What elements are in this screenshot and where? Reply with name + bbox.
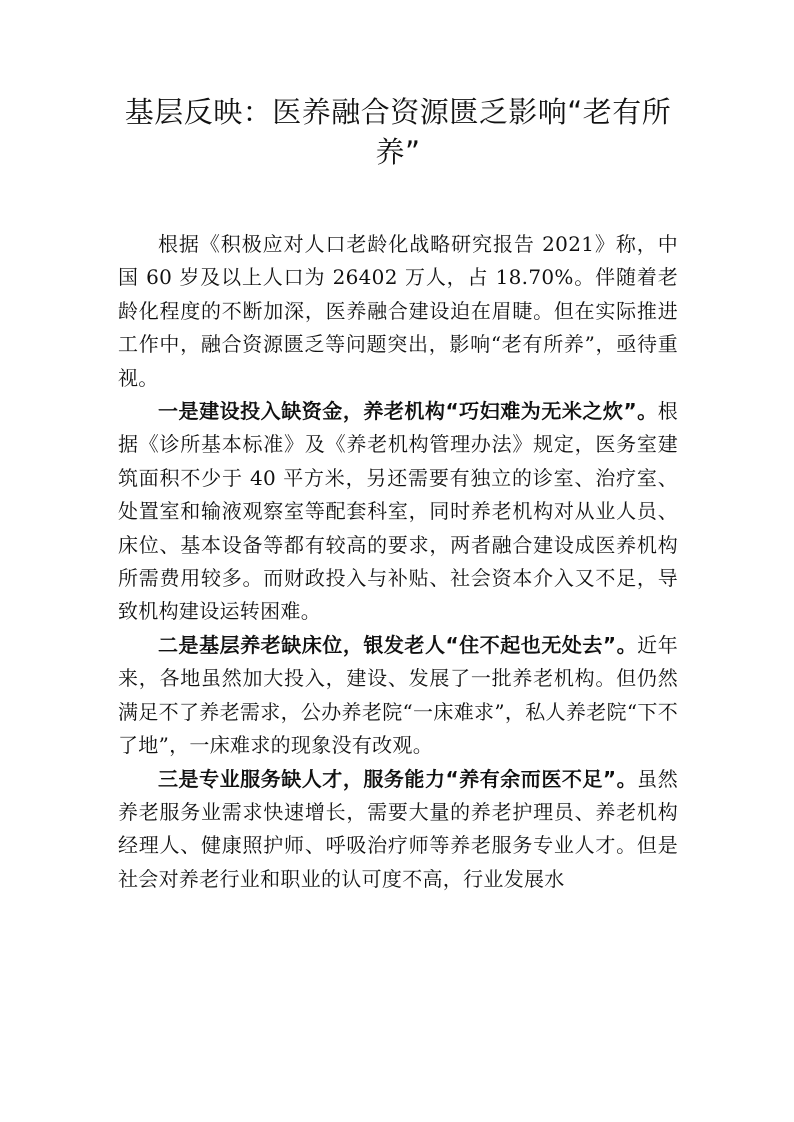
section-text-3: 虽然养老服务业需求快速增长，需要大量的养老护理员、养老机构经理人、健康照护师、呼吸治疗师等养老服务专业人才。但是社会对养老行业和职业的认可度不高，行业发展水 (118, 766, 678, 891)
section-lead-3: 三是专业服务缺人才，服务能力“养有余而医不足”。 (158, 766, 638, 791)
section-text-2: 近年来，各地虽然加大投入，建设、发展了一批养老机构。但仍然满足不了养老需求，公办养老院“一床难求”，私人养老院“下不了地”，一床难求的现象没有改观。 (118, 632, 678, 758)
intro-paragraph: 根据《积极应对人口老龄化战略研究报告 2021》称，中国 60 岁及以上人口为 26402 万人，占 18.70%。伴随着老龄化程度的不断加深，医养融合建设迫在眉睫。但在实际推进工作中，融合资源匮乏等问题突出，影响“老有所养”，亟待重视。 (118, 232, 678, 390)
document-title: 基层反映：医养融合资源匮乏影响“老有所养” (124, 95, 672, 169)
section-paragraph-1 (118, 395, 678, 629)
section-lead-2: 二是基层养老缺床位，银发老人“住不起也无处去”。 (158, 632, 638, 657)
section-text-1: 根据《诊所基本标准》及《养老机构管理办法》规定，医务室建筑面积不少于 40 平方米，另还需要有独立的诊室、治疗室、处置室和输液观察室等配套科室，同时养老机构对从业人员、床位、基本设备等都有较高的要求，两者融合建设成医养机构所需费用较多。而财政投入与补贴、社会资本介入又不足，导致机构建设运转困难。 (118, 399, 678, 624)
section-paragraph-2 (118, 629, 678, 763)
section-lead-1: 一是建设投入缺资金，养老机构“巧妇难为无米之炊”。 (158, 399, 658, 424)
document-body (118, 228, 678, 896)
section-paragraph-3 (118, 763, 678, 897)
